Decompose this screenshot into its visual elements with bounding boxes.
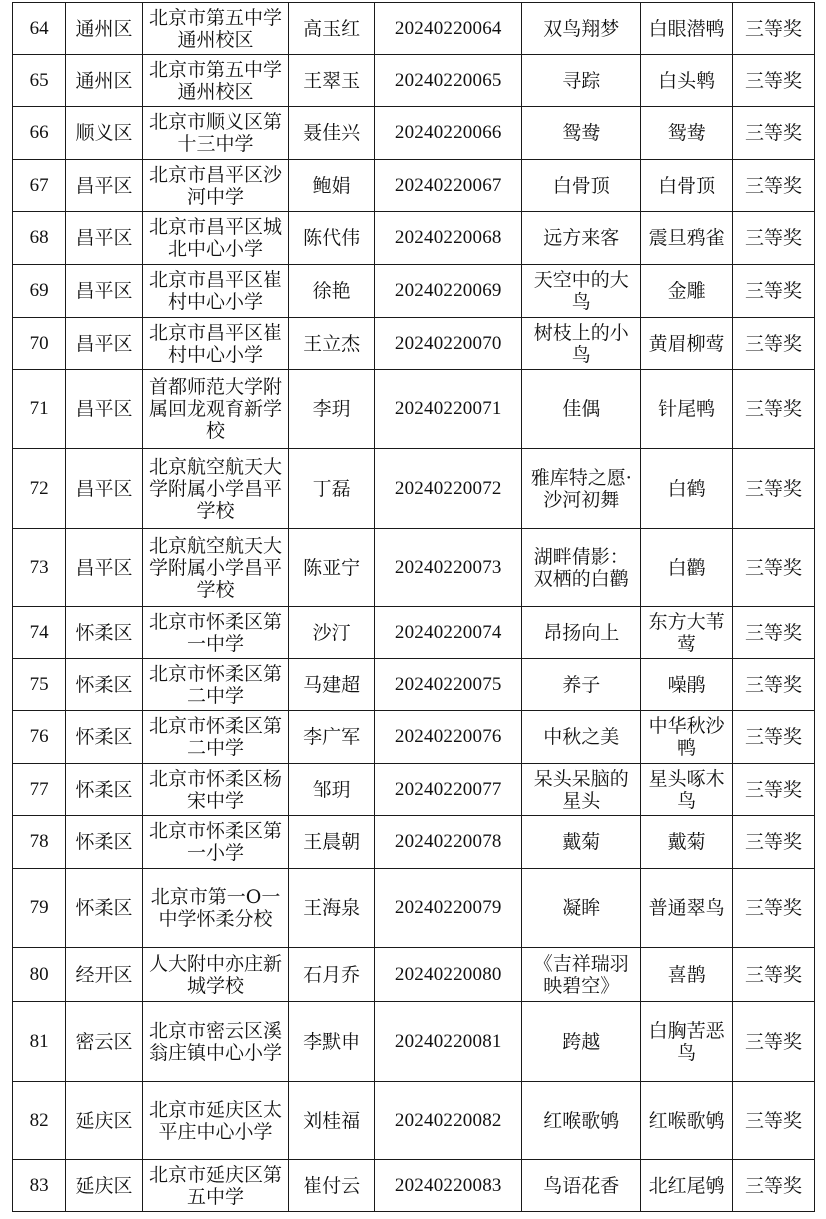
cell-work-title: 红喉歌鸲 — [522, 1082, 641, 1160]
cell-entry-code: 20240220070 — [375, 318, 522, 370]
cell-award-level: 三等奖 — [733, 107, 815, 160]
cell-author: 徐艳 — [289, 265, 375, 318]
cell-number: 77 — [13, 764, 66, 816]
cell-work-title: 雅库特之愿·沙河初舞 — [522, 449, 641, 529]
awards-table — [12, 2, 815, 1212]
cell-work-title: 呆头呆脑的星头 — [522, 764, 641, 816]
table-row — [13, 764, 815, 816]
cell-author: 李默申 — [289, 1002, 375, 1082]
cell-number: 74 — [13, 607, 66, 659]
cell-school: 北京市延庆区第五中学 — [142, 1160, 288, 1212]
cell-entry-code: 20240220080 — [375, 948, 522, 1002]
cell-author: 李广军 — [289, 711, 375, 764]
cell-district: 昌平区 — [66, 160, 143, 212]
cell-award-level: 三等奖 — [733, 318, 815, 370]
table-row — [13, 1002, 815, 1082]
table-row — [13, 1082, 815, 1160]
cell-number: 78 — [13, 816, 66, 869]
cell-number: 72 — [13, 449, 66, 529]
cell-school: 北京市第五中学通州校区 — [142, 3, 288, 55]
cell-work-title: 远方来客 — [522, 212, 641, 265]
cell-school: 北京市昌平区崔村中心小学 — [142, 265, 288, 318]
cell-award-level: 三等奖 — [733, 764, 815, 816]
table-row — [13, 265, 815, 318]
table-row — [13, 948, 815, 1002]
cell-district: 怀柔区 — [66, 764, 143, 816]
cell-number: 67 — [13, 160, 66, 212]
cell-number: 83 — [13, 1160, 66, 1212]
cell-entry-code: 20240220077 — [375, 764, 522, 816]
table-row — [13, 816, 815, 869]
cell-bird-species: 白鹳 — [641, 529, 733, 607]
cell-entry-code: 20240220075 — [375, 659, 522, 711]
cell-bird-species: 鸳鸯 — [641, 107, 733, 160]
cell-author: 王立杰 — [289, 318, 375, 370]
cell-district: 昌平区 — [66, 212, 143, 265]
cell-award-level: 三等奖 — [733, 370, 815, 449]
cell-school: 北京市怀柔区第二中学 — [142, 711, 288, 764]
cell-bird-species: 白胸苦恶鸟 — [641, 1002, 733, 1082]
cell-award-level: 三等奖 — [733, 212, 815, 265]
cell-number: 82 — [13, 1082, 66, 1160]
cell-author: 丁磊 — [289, 449, 375, 529]
table-row — [13, 3, 815, 55]
cell-district: 延庆区 — [66, 1082, 143, 1160]
cell-bird-species: 北红尾鸲 — [641, 1160, 733, 1212]
cell-entry-code: 20240220069 — [375, 265, 522, 318]
cell-bird-species: 白骨顶 — [641, 160, 733, 212]
cell-author: 李玥 — [289, 370, 375, 449]
table-row — [13, 607, 815, 659]
cell-work-title: 戴菊 — [522, 816, 641, 869]
cell-bird-species: 黄眉柳莺 — [641, 318, 733, 370]
cell-school: 北京市密云区溪翁庄镇中心小学 — [142, 1002, 288, 1082]
cell-award-level: 三等奖 — [733, 265, 815, 318]
cell-entry-code: 20240220066 — [375, 107, 522, 160]
cell-award-level: 三等奖 — [733, 1002, 815, 1082]
cell-work-title: 《吉祥瑞羽映碧空》 — [522, 948, 641, 1002]
table-row — [13, 1160, 815, 1212]
cell-entry-code: 20240220071 — [375, 370, 522, 449]
cell-work-title: 鸳鸯 — [522, 107, 641, 160]
cell-district: 昌平区 — [66, 529, 143, 607]
table-row — [13, 449, 815, 529]
cell-work-title: 树枝上的小鸟 — [522, 318, 641, 370]
table-row — [13, 160, 815, 212]
cell-author: 马建超 — [289, 659, 375, 711]
cell-work-title: 鸟语花香 — [522, 1160, 641, 1212]
cell-school: 人大附中亦庄新城学校 — [142, 948, 288, 1002]
cell-number: 65 — [13, 55, 66, 107]
cell-district: 通州区 — [66, 3, 143, 55]
cell-award-level: 三等奖 — [733, 711, 815, 764]
table-row — [13, 370, 815, 449]
cell-number: 73 — [13, 529, 66, 607]
cell-entry-code: 20240220064 — [375, 3, 522, 55]
cell-entry-code: 20240220076 — [375, 711, 522, 764]
cell-entry-code: 20240220078 — [375, 816, 522, 869]
cell-award-level: 三等奖 — [733, 869, 815, 948]
cell-author: 邹玥 — [289, 764, 375, 816]
cell-school: 北京市延庆区太平庄中心小学 — [142, 1082, 288, 1160]
table-row — [13, 529, 815, 607]
cell-number: 70 — [13, 318, 66, 370]
cell-number: 69 — [13, 265, 66, 318]
cell-number: 81 — [13, 1002, 66, 1082]
cell-number: 79 — [13, 869, 66, 948]
cell-entry-code: 20240220072 — [375, 449, 522, 529]
cell-work-title: 昂扬向上 — [522, 607, 641, 659]
cell-district: 顺义区 — [66, 107, 143, 160]
cell-author: 高玉红 — [289, 3, 375, 55]
awards-table-wrapper — [12, 2, 815, 1212]
cell-bird-species: 噪鹃 — [641, 659, 733, 711]
cell-school: 北京市怀柔区第一中学 — [142, 607, 288, 659]
cell-bird-species: 星头啄木鸟 — [641, 764, 733, 816]
cell-work-title: 湖畔倩影：双栖的白鹳 — [522, 529, 641, 607]
cell-district: 昌平区 — [66, 265, 143, 318]
cell-entry-code: 20240220074 — [375, 607, 522, 659]
cell-award-level: 三等奖 — [733, 3, 815, 55]
cell-number: 76 — [13, 711, 66, 764]
cell-number: 80 — [13, 948, 66, 1002]
cell-author: 石月乔 — [289, 948, 375, 1002]
cell-award-level: 三等奖 — [733, 449, 815, 529]
cell-school: 北京市顺义区第十三中学 — [142, 107, 288, 160]
cell-school: 北京市昌平区沙河中学 — [142, 160, 288, 212]
cell-district: 昌平区 — [66, 449, 143, 529]
cell-award-level: 三等奖 — [733, 529, 815, 607]
cell-work-title: 凝眸 — [522, 869, 641, 948]
cell-district: 怀柔区 — [66, 816, 143, 869]
table-row — [13, 55, 815, 107]
cell-district: 经开区 — [66, 948, 143, 1002]
cell-district: 通州区 — [66, 55, 143, 107]
cell-number: 64 — [13, 3, 66, 55]
cell-award-level: 三等奖 — [733, 607, 815, 659]
cell-award-level: 三等奖 — [733, 659, 815, 711]
cell-award-level: 三等奖 — [733, 948, 815, 1002]
cell-author: 刘桂福 — [289, 1082, 375, 1160]
table-row — [13, 659, 815, 711]
cell-bird-species: 喜鹊 — [641, 948, 733, 1002]
cell-number: 68 — [13, 212, 66, 265]
cell-work-title: 跨越 — [522, 1002, 641, 1082]
table-row — [13, 318, 815, 370]
cell-author: 王海泉 — [289, 869, 375, 948]
cell-school: 北京市怀柔区杨宋中学 — [142, 764, 288, 816]
cell-work-title: 天空中的大鸟 — [522, 265, 641, 318]
cell-author: 崔付云 — [289, 1160, 375, 1212]
cell-award-level: 三等奖 — [733, 160, 815, 212]
cell-number: 75 — [13, 659, 66, 711]
cell-district: 怀柔区 — [66, 869, 143, 948]
cell-bird-species: 针尾鸭 — [641, 370, 733, 449]
cell-district: 怀柔区 — [66, 711, 143, 764]
cell-number: 66 — [13, 107, 66, 160]
cell-work-title: 中秋之美 — [522, 711, 641, 764]
cell-work-title: 寻踪 — [522, 55, 641, 107]
cell-bird-species: 白眼潜鸭 — [641, 3, 733, 55]
cell-school: 北京市昌平区城北中心小学 — [142, 212, 288, 265]
cell-district: 怀柔区 — [66, 659, 143, 711]
cell-school: 北京市怀柔区第一小学 — [142, 816, 288, 869]
cell-author: 陈亚宁 — [289, 529, 375, 607]
cell-bird-species: 金雕 — [641, 265, 733, 318]
table-row — [13, 212, 815, 265]
cell-award-level: 三等奖 — [733, 55, 815, 107]
cell-district: 怀柔区 — [66, 607, 143, 659]
cell-work-title: 白骨顶 — [522, 160, 641, 212]
cell-author: 陈代伟 — [289, 212, 375, 265]
cell-bird-species: 戴菊 — [641, 816, 733, 869]
cell-district: 昌平区 — [66, 370, 143, 449]
cell-bird-species: 白鹤 — [641, 449, 733, 529]
cell-school: 北京市第一O一中学怀柔分校 — [142, 869, 288, 948]
cell-bird-species: 普通翠鸟 — [641, 869, 733, 948]
cell-author: 沙汀 — [289, 607, 375, 659]
cell-entry-code: 20240220079 — [375, 869, 522, 948]
cell-school: 首都师范大学附属回龙观育新学校 — [142, 370, 288, 449]
cell-school: 北京市怀柔区第二中学 — [142, 659, 288, 711]
cell-school: 北京航空航天大学附属小学昌平学校 — [142, 529, 288, 607]
cell-entry-code: 20240220067 — [375, 160, 522, 212]
cell-author: 鲍娟 — [289, 160, 375, 212]
cell-author: 聂佳兴 — [289, 107, 375, 160]
cell-work-title: 佳偶 — [522, 370, 641, 449]
cell-bird-species: 白头鹎 — [641, 55, 733, 107]
cell-author: 王翠玉 — [289, 55, 375, 107]
cell-award-level: 三等奖 — [733, 1160, 815, 1212]
cell-entry-code: 20240220068 — [375, 212, 522, 265]
cell-entry-code: 20240220083 — [375, 1160, 522, 1212]
cell-district: 密云区 — [66, 1002, 143, 1082]
cell-number: 71 — [13, 370, 66, 449]
cell-entry-code: 20240220065 — [375, 55, 522, 107]
awards-table-body — [13, 3, 815, 1212]
cell-bird-species: 红喉歌鸲 — [641, 1082, 733, 1160]
cell-award-level: 三等奖 — [733, 816, 815, 869]
cell-entry-code: 20240220082 — [375, 1082, 522, 1160]
cell-bird-species: 东方大苇莺 — [641, 607, 733, 659]
cell-school: 北京航空航天大学附属小学昌平学校 — [142, 449, 288, 529]
cell-district: 延庆区 — [66, 1160, 143, 1212]
cell-school: 北京市第五中学通州校区 — [142, 55, 288, 107]
table-row — [13, 711, 815, 764]
cell-bird-species: 震旦鸦雀 — [641, 212, 733, 265]
cell-work-title: 双鸟翔梦 — [522, 3, 641, 55]
table-row — [13, 869, 815, 948]
cell-award-level: 三等奖 — [733, 1082, 815, 1160]
table-row — [13, 107, 815, 160]
cell-entry-code: 20240220081 — [375, 1002, 522, 1082]
cell-district: 昌平区 — [66, 318, 143, 370]
cell-school: 北京市昌平区崔村中心小学 — [142, 318, 288, 370]
cell-author: 王晨朝 — [289, 816, 375, 869]
cell-entry-code: 20240220073 — [375, 529, 522, 607]
cell-work-title: 养子 — [522, 659, 641, 711]
cell-bird-species: 中华秋沙鸭 — [641, 711, 733, 764]
